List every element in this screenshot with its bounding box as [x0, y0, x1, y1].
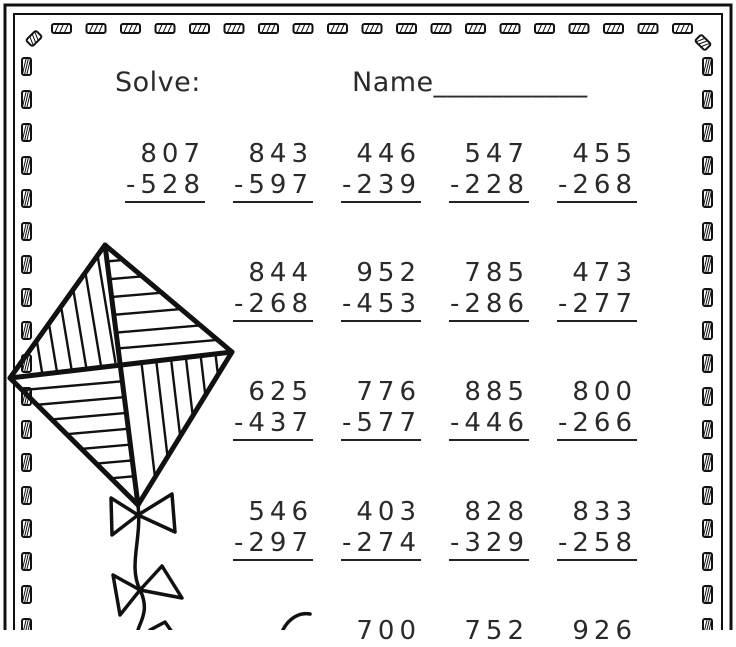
problem-14	[233, 497, 313, 561]
subtrahend: -446	[449, 408, 529, 441]
subtrahend: -266	[557, 408, 637, 441]
minuend: 800	[572, 377, 637, 407]
problem-1	[125, 139, 205, 203]
minuend: 455	[572, 139, 637, 169]
minuend: 807	[140, 139, 205, 169]
subtrahend: -597	[233, 170, 313, 203]
minuend: 546	[248, 497, 313, 527]
problem-2	[233, 139, 313, 203]
problem-3	[341, 139, 421, 203]
minuend: 700	[356, 616, 421, 646]
problem-7	[341, 258, 421, 322]
minuend: 952	[356, 258, 421, 288]
subtrahend: -258	[557, 528, 637, 561]
minuend: 625	[248, 377, 313, 407]
subtrahend: -228	[449, 170, 529, 203]
minuend: 843	[248, 139, 313, 169]
minuend: 785	[464, 258, 529, 288]
minuend: 885	[464, 377, 529, 407]
minuend: 776	[356, 377, 421, 407]
subtrahend: -268	[557, 170, 637, 203]
subtrahend: -277	[557, 289, 637, 322]
problem-12	[449, 377, 529, 441]
subtrahend: -453	[341, 289, 421, 322]
subtrahend: -329	[449, 528, 529, 561]
problem-5	[557, 139, 637, 203]
problem-20	[557, 616, 637, 647]
subtrahend: -528	[125, 170, 205, 203]
problem-15	[341, 497, 421, 561]
subtrahend: -286	[449, 289, 529, 322]
subtrahend: -274	[341, 528, 421, 561]
subtrahend: -577	[341, 408, 421, 441]
subtrahend: -297	[233, 528, 313, 561]
problem-19	[449, 616, 529, 647]
subtrahend: -437	[233, 408, 313, 441]
name-field-label: Name___________	[352, 67, 588, 98]
problem-18	[341, 616, 421, 647]
minuend: 752	[464, 616, 529, 646]
problem-6	[233, 258, 313, 322]
minuend: 446	[356, 139, 421, 169]
problem-10	[233, 377, 313, 441]
minuend: 473	[572, 258, 637, 288]
minuend: 828	[464, 497, 529, 527]
problem-8	[449, 258, 529, 322]
problem-4	[449, 139, 529, 203]
minuend: 547	[464, 139, 529, 169]
minuend: 403	[356, 497, 421, 527]
problem-17	[557, 497, 637, 561]
solve-label: Solve:	[115, 67, 201, 98]
problem-13	[557, 377, 637, 441]
subtrahend: -268	[233, 289, 313, 322]
minuend: 844	[248, 258, 313, 288]
minuend: 926	[572, 616, 637, 646]
minuend: 833	[572, 497, 637, 527]
problem-11	[341, 377, 421, 441]
problem-16	[449, 497, 529, 561]
subtrahend: -239	[341, 170, 421, 203]
problem-9	[557, 258, 637, 322]
